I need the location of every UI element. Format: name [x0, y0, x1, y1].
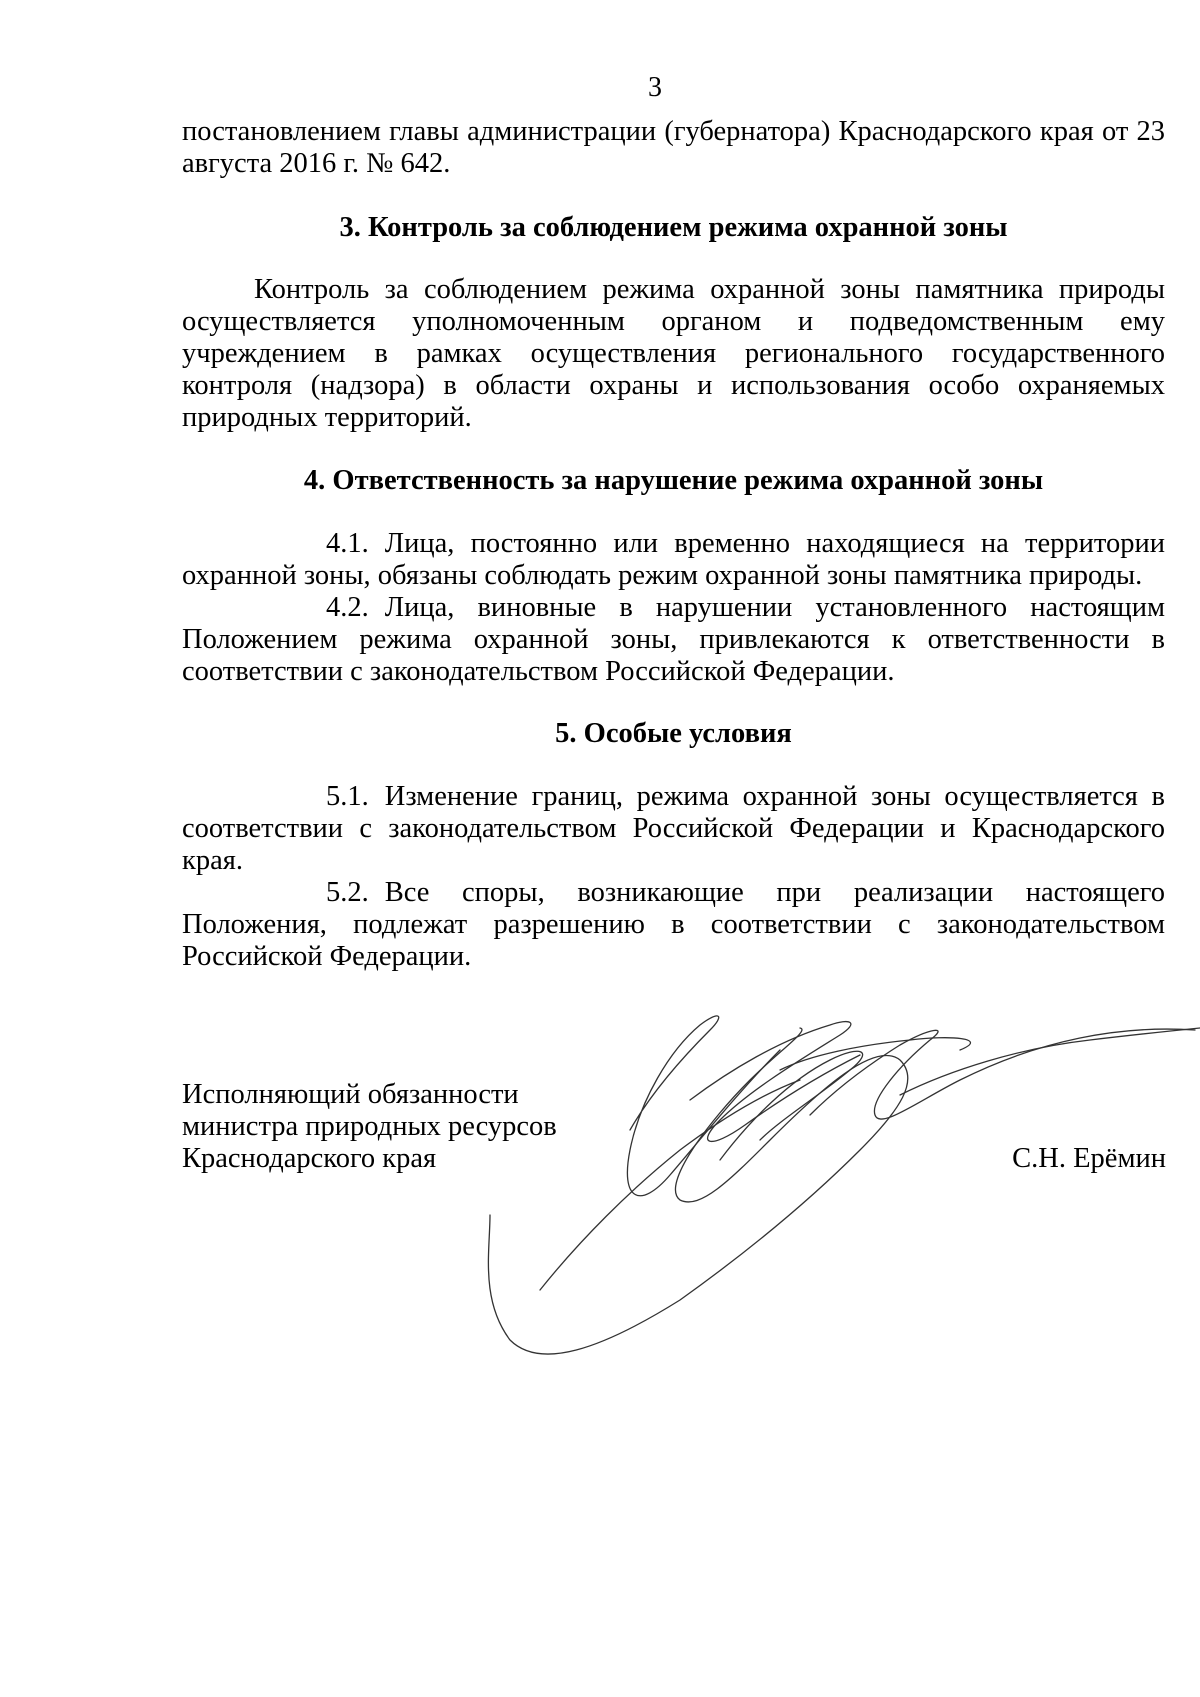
section-4-title: 4. Ответственность за нарушение режима охранной зоны [303, 465, 1044, 496]
signer-position-line: Исполняющий обязанности [182, 1079, 519, 1110]
item-number: 4.1. [326, 528, 369, 559]
signer-position-line: министра природных ресурсов [182, 1111, 557, 1142]
item-number: 4.2. [326, 592, 369, 623]
section-5-body [182, 781, 1165, 973]
signer-position-line: Краснодарского края [182, 1143, 437, 1174]
item-text: Лица, постоянно или временно находящиеся на территории охранной зоны, обязаны соблюдать режим охранной зоны памятника природы. [182, 528, 1165, 591]
intro-text: постановлением главы администрации (губернатора) Краснодарского края от 23 августа 2016 г. № 642. [182, 116, 1165, 179]
intro-paragraph [182, 116, 1165, 180]
item-number: 5.2. [326, 877, 369, 908]
section-3-paragraph: Контроль за соблюдением режима охранной зоны памятника природы осуществляется уполномоченным органом и подведомственным ему учреждением в рамках осуществления регионального государственного контроля (надзора) в области охраны и использования особо охраняемых природных территорий. [182, 274, 1165, 433]
section-4-item-1 [182, 528, 1165, 592]
section-3-title: 3. Контроль за соблюдением режима охранной зоны [339, 212, 1008, 243]
section-5-title: 5. Особые условия [555, 718, 792, 749]
section-4-item-2 [182, 592, 1165, 688]
signer-name: С.Н. Ерёмин [1012, 1143, 1166, 1174]
section-3-body [182, 274, 1165, 434]
section-5-item-1 [182, 781, 1165, 877]
page-number: 3 [648, 72, 662, 103]
item-text: Изменение границ, режима охранной зоны осуществляется в соответствии с законодательством Российской Федерации и Краснодарского края. [182, 781, 1165, 876]
item-text: Все споры, возникающие при реализации настоящего Положения, подлежат разрешению в соответствии с законодательством Российской Федерации. [182, 877, 1165, 972]
handwritten-signature [480, 1000, 1200, 1380]
item-number: 5.1. [326, 781, 369, 812]
section-5-item-2 [182, 877, 1165, 973]
item-text: Лица, виновные в нарушении установленного настоящим Положением режима охранной зоны, привлекаются к ответственности в соответствии с законодательством Российской Федерации. [182, 592, 1165, 687]
section-4-body [182, 528, 1165, 688]
